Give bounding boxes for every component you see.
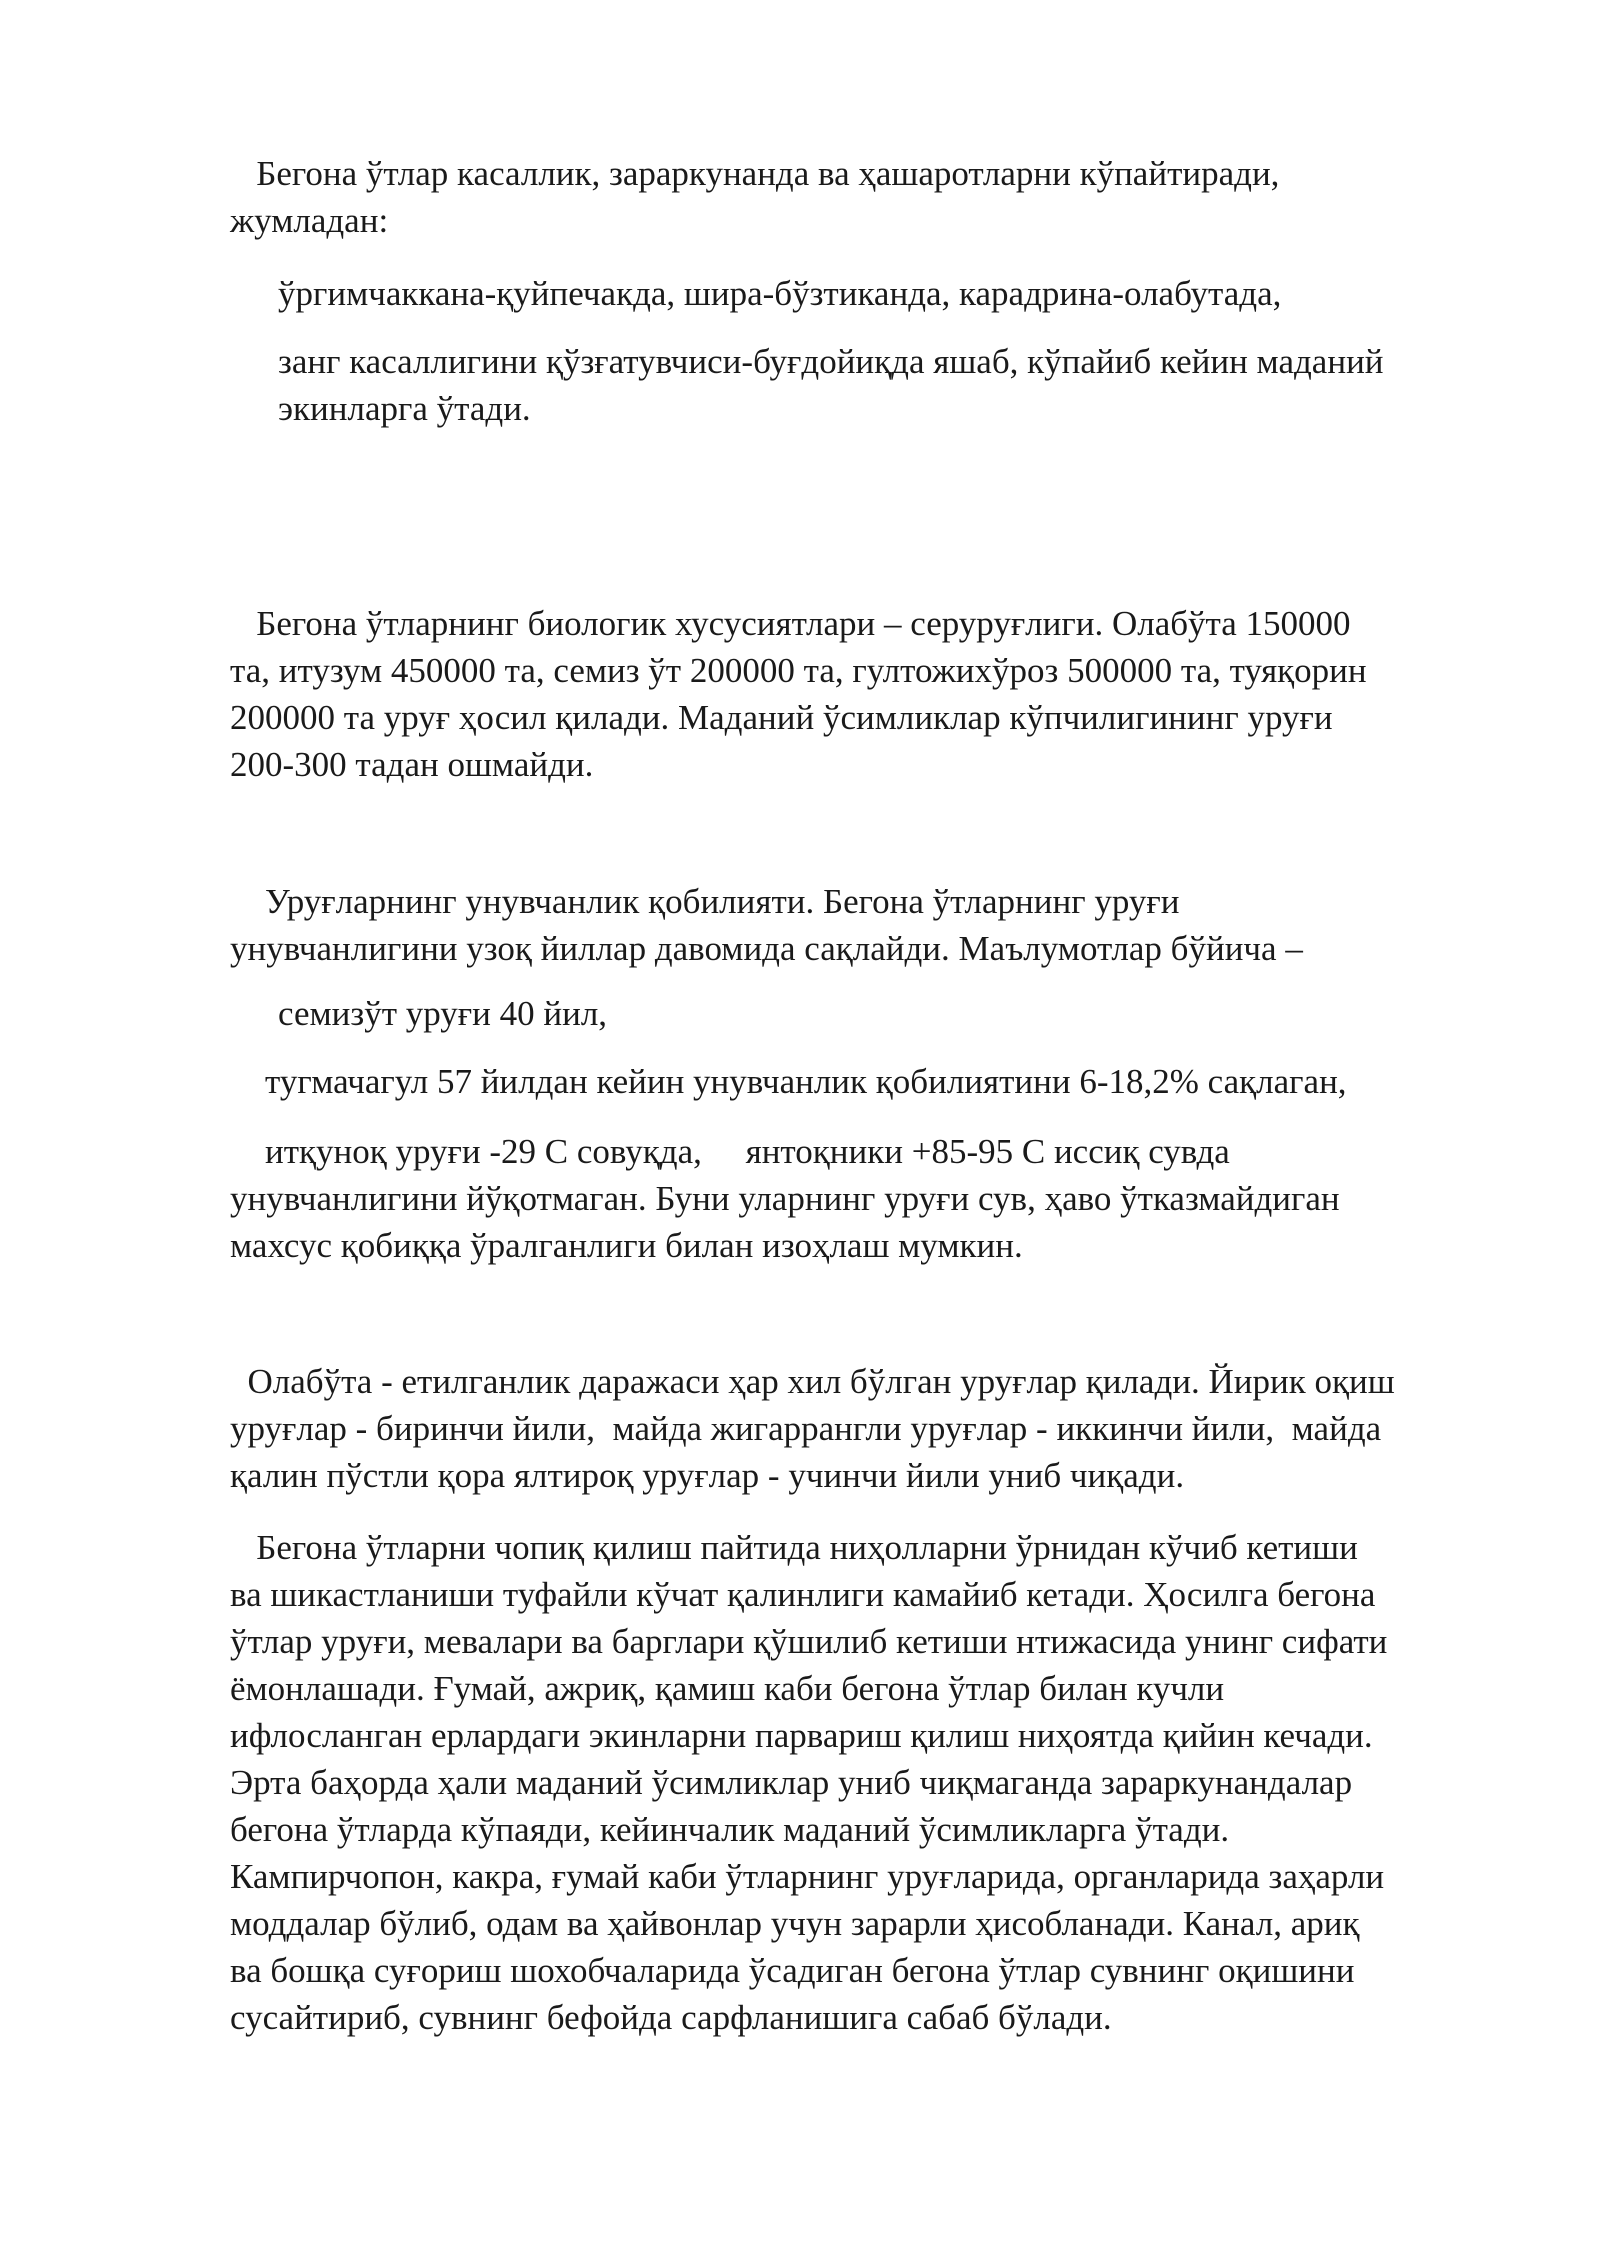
text-line: Бегона ўтларнинг биологик хусусиятлари – серуруғлиги. Олабўта 150000 [230,604,1351,643]
text-line: ўтлар уруғи, мевалари ва барглари қўшилиб кетиши нтижасида унинг сифати [230,1622,1388,1661]
text-line: Бегона ўтлар касаллик, зараркунанда ва ҳашаротларни кўпайтиради, [230,154,1280,193]
text-line: занг касаллигини қўзғатувчиси-буғдойиқда яшаб, кўпайиб кейин маданий [278,342,1384,381]
text-line: моддалар бўлиб, одам ва ҳайвонлар учун зарарли ҳисобланади. Канал, ариқ [230,1904,1360,1943]
text-line: экинларга ўтади. [278,389,531,428]
text-line: сусайтириб, сувнинг бефойда сарфланишига сабаб бўлади. [230,1998,1112,2037]
paragraph-7 [230,1058,1490,1105]
text-line: ёмонлашади. Ғумай, ажриқ, қамиш каби бегона ўтлар билан кучли [230,1669,1225,1708]
text-line: тугмачагул 57 йилдан кейин унувчанлик қобилиятини 6-18,2% сақлаган, [230,1062,1347,1101]
text-line: семизўт уруғи 40 йил, [278,994,608,1033]
text-line: қалин пўстли қора ялтироқ уруғлар - учинчи йили униб чиқади. [230,1456,1185,1495]
paragraph-1 [230,150,1490,244]
paragraph-5 [230,878,1490,972]
paragraph-8 [230,1128,1490,1269]
text-line: 200000 та уруғ ҳосил қилади. Маданий ўсимликлар кўпчилигининг уруғи [230,698,1333,737]
text-line: Уруғларнинг унувчанлик қобилияти. Бегона ўтларнинг уруғи [230,882,1180,921]
text-line: жумладан: [230,201,389,240]
text-line: унувчанлигини узоқ йиллар давомида сақлайди. Маълумотлар бўйича – [230,929,1303,968]
text-line: унувчанлигини йўқотмаган. Буни уларнинг уруғи сув, ҳаво ўтказмайдиган [230,1179,1340,1218]
paragraph-3 [278,338,1490,432]
paragraph-9 [230,1358,1490,1499]
text-line: 200-300 тадан ошмайди. [230,745,594,784]
text-line: ва бошқа суғориш шохобчаларида ўсадиган бегона ўтлар сувнинг оқишини [230,1951,1355,1990]
paragraph-10 [230,1524,1490,2041]
paragraph-4 [230,600,1490,788]
text-line: ўргимчаккана-қуйпечакда, шира-бўзтиканда, карадрина-олабутада, [278,274,1282,313]
text-line: бегона ўтларда кўпаяди, кейинчалик маданий ўсимликларга ўтади. [230,1810,1230,1849]
text-line: ва шикастланиши туфайли кўчат қалинлиги камайиб кетади. Ҳосилга бегона [230,1575,1376,1614]
text-line: та, итузум 450000 та, семиз ўт 200000 та, гултожихўроз 500000 та, туяқорин [230,651,1367,690]
text-line: Бегона ўтларни чопиқ қилиш пайтида ниҳолларни ўрнидан кўчиб кетиши [230,1528,1358,1567]
text-line: итқуноқ уруғи -29 С совуқда, янтоқники +85-95 С иссиқ сувда [230,1132,1230,1171]
text-line: махсус қобиққа ўралганлиги билан изоҳлаш мумкин. [230,1226,1023,1265]
text-line: уруғлар - биринчи йили, майда жигаррангли уруғлар - иккинчи йили, майда [230,1409,1382,1448]
text-line: Кампирчопон, какра, ғумай каби ўтларнинг уруғларида, органларида заҳарли [230,1857,1385,1896]
text-line: ифлосланган ерлардаги экинларни парвариш қилиш ниҳоятда қийин кечади. [230,1716,1373,1755]
paragraph-2 [278,270,1490,317]
paragraph-6 [278,990,1490,1037]
text-line: Олабўта - етилганлик даражаси ҳар хил бўлган уруғлар қилади. Йирик оқиш [230,1362,1395,1401]
text-line: Эрта баҳорда ҳали маданий ўсимликлар униб чиқмаганда зараркунандалар [230,1763,1353,1802]
